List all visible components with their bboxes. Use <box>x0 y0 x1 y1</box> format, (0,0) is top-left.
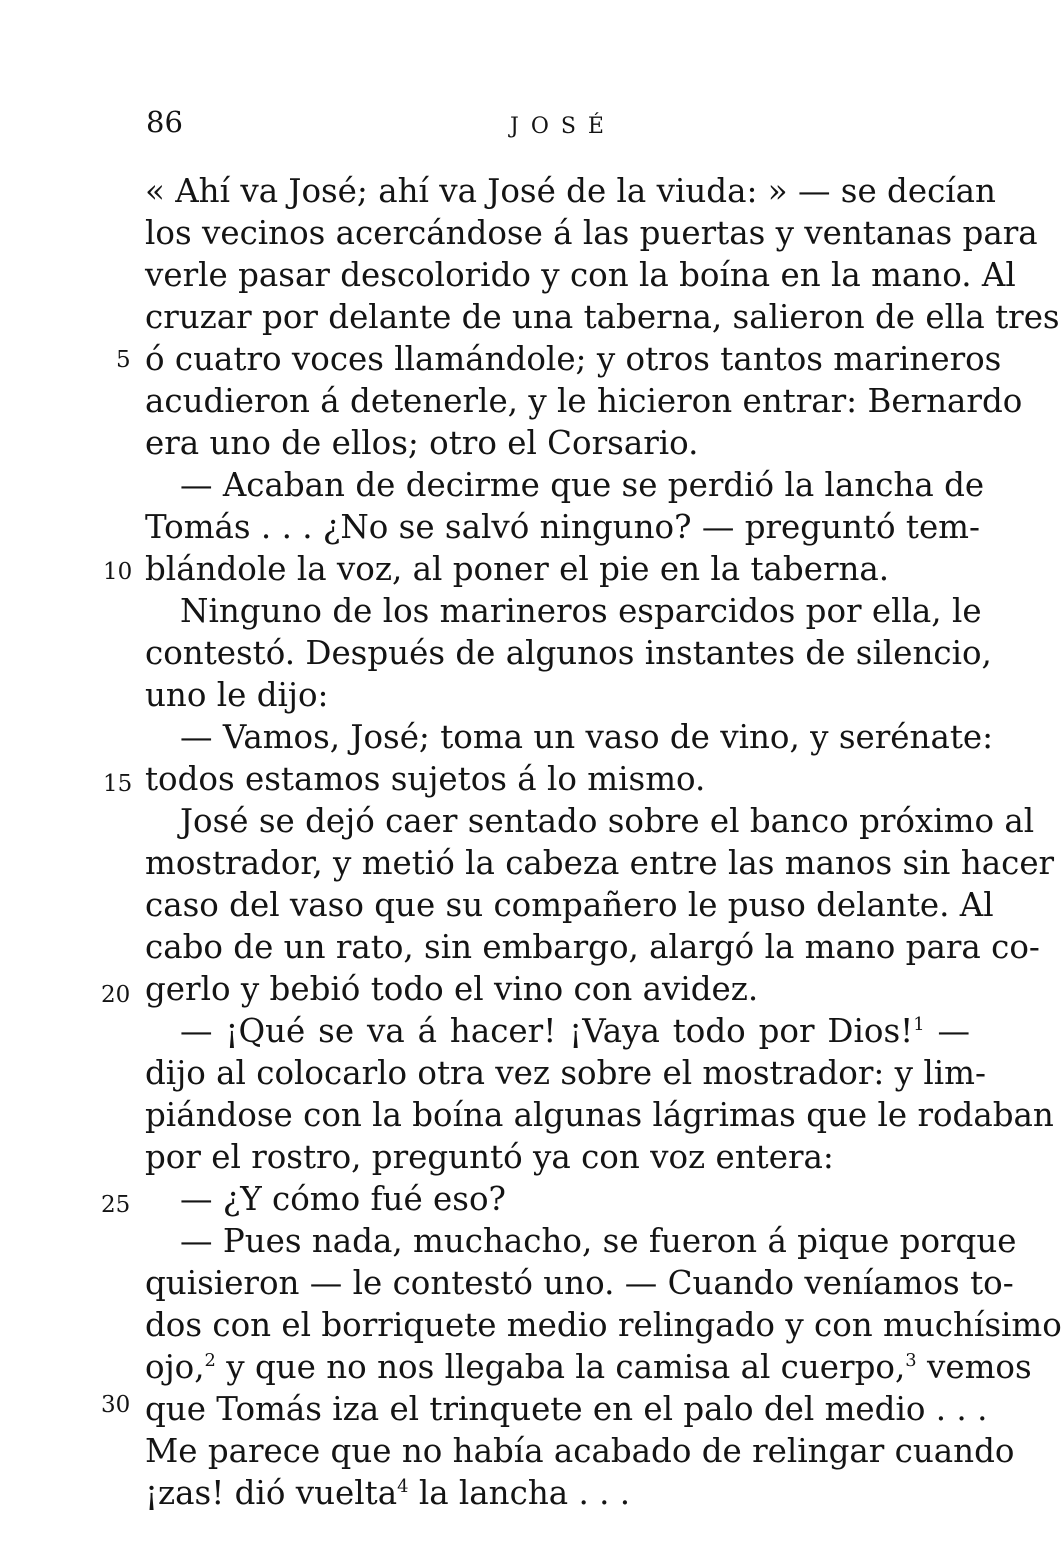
text-segment: — ¡Qué se va á hacer! ¡Vaya todo por Dios! <box>180 1012 914 1050</box>
text-segment: ojo, <box>145 1348 205 1386</box>
text-line: José se dejó caer sentado sobre el banco próximo al <box>180 802 1035 840</box>
text-line: cabo de un rato, sin embargo, alargó la mano para co- <box>145 928 1040 966</box>
line-number-25: 25 <box>101 1192 131 1218</box>
text-line: — ¿Y cómo fué eso? <box>180 1180 506 1218</box>
text-line: Me parece que no había acabado de relingar cuando <box>145 1432 1015 1470</box>
text-line: caso del vaso que su compañero le puso delante. Al <box>145 886 994 924</box>
text-line: dijo al colocarlo otra vez sobre el mostrador: y lim- <box>145 1054 986 1092</box>
text-segment: y que no nos llegaba la camisa al cuerpo, <box>215 1348 906 1386</box>
line-number-15: 15 <box>103 771 133 797</box>
text-line <box>145 1346 1032 1388</box>
text-line: — Acaban de decirme que se perdió la lancha de <box>180 466 985 504</box>
text-segment: ¡zas! dió vuelta <box>145 1474 398 1512</box>
text-line: cruzar por delante de una taberna, salieron de ella tres <box>145 298 1060 336</box>
text-line: todos estamos sujetos á lo mismo. <box>145 760 706 798</box>
text-line: quisieron — le contestó uno. — Cuando veníamos to- <box>145 1264 1014 1302</box>
page-number: 86 <box>146 105 183 139</box>
text-line: dos con el borriquete medio relingado y con muchísimo <box>145 1306 1062 1344</box>
text-line <box>145 1472 970 1514</box>
text-line: blándole la voz, al poner el pie en la taberna. <box>145 550 890 588</box>
text-line: Ninguno de los marineros esparcidos por ella, le <box>180 592 982 630</box>
line-number-5: 5 <box>116 347 131 373</box>
footnote-mark: 4 <box>397 1476 409 1498</box>
text-line: — Pues nada, muchacho, se fueron á pique porque <box>180 1222 1017 1260</box>
line-number-30: 30 <box>101 1392 131 1418</box>
footnote-mark: 1 <box>913 1014 925 1036</box>
text-line: acudieron á detenerle, y le hicieron entrar: Bernardo <box>145 382 1023 420</box>
text-line: por el rostro, preguntó ya con voz entera: <box>145 1138 834 1176</box>
text-segment: — <box>924 1012 970 1050</box>
text-segment: vemos <box>916 1348 1032 1386</box>
line-number-10: 10 <box>103 559 133 585</box>
text-line: gerlo y bebió todo el vino con avidez. <box>145 970 759 1008</box>
text-line: contestó. Después de algunos instantes de silencio, <box>145 634 992 672</box>
text-segment: la lancha . . . <box>418 1474 631 1512</box>
text-line: — Vamos, José; toma un vaso de vino, y serénate: <box>180 718 994 756</box>
text-line: verle pasar descolorido y con la boína en la mano. Al <box>145 256 1016 294</box>
running-head: JOSÉ <box>510 114 616 139</box>
text-line: piándose con la boína algunas lágrimas que le rodaban <box>145 1096 1054 1134</box>
text-line: Tomás . . . ¿No se salvó ninguno? — preguntó tem- <box>145 508 980 546</box>
line-number-20: 20 <box>101 982 131 1008</box>
text-line <box>180 1010 970 1052</box>
text-line: era uno de ellos; otro el Corsario. <box>145 424 699 462</box>
text-line: « Ahí va José; ahí va José de la viuda: » — se decían <box>145 172 996 210</box>
footnote-mark: 2 <box>204 1350 216 1372</box>
text-line: ó cuatro voces llamándole; y otros tantos marineros <box>145 340 1002 378</box>
text-line: los vecinos acercándose á las puertas y ventanas para <box>145 214 1038 252</box>
text-line: que Tomás iza el trinquete en el palo del medio . . . <box>145 1390 988 1428</box>
footnote-mark: 3 <box>905 1350 917 1372</box>
text-line: uno le dijo: <box>145 676 329 714</box>
text-line: mostrador, y metió la cabeza entre las manos sin hacer <box>145 844 1055 882</box>
